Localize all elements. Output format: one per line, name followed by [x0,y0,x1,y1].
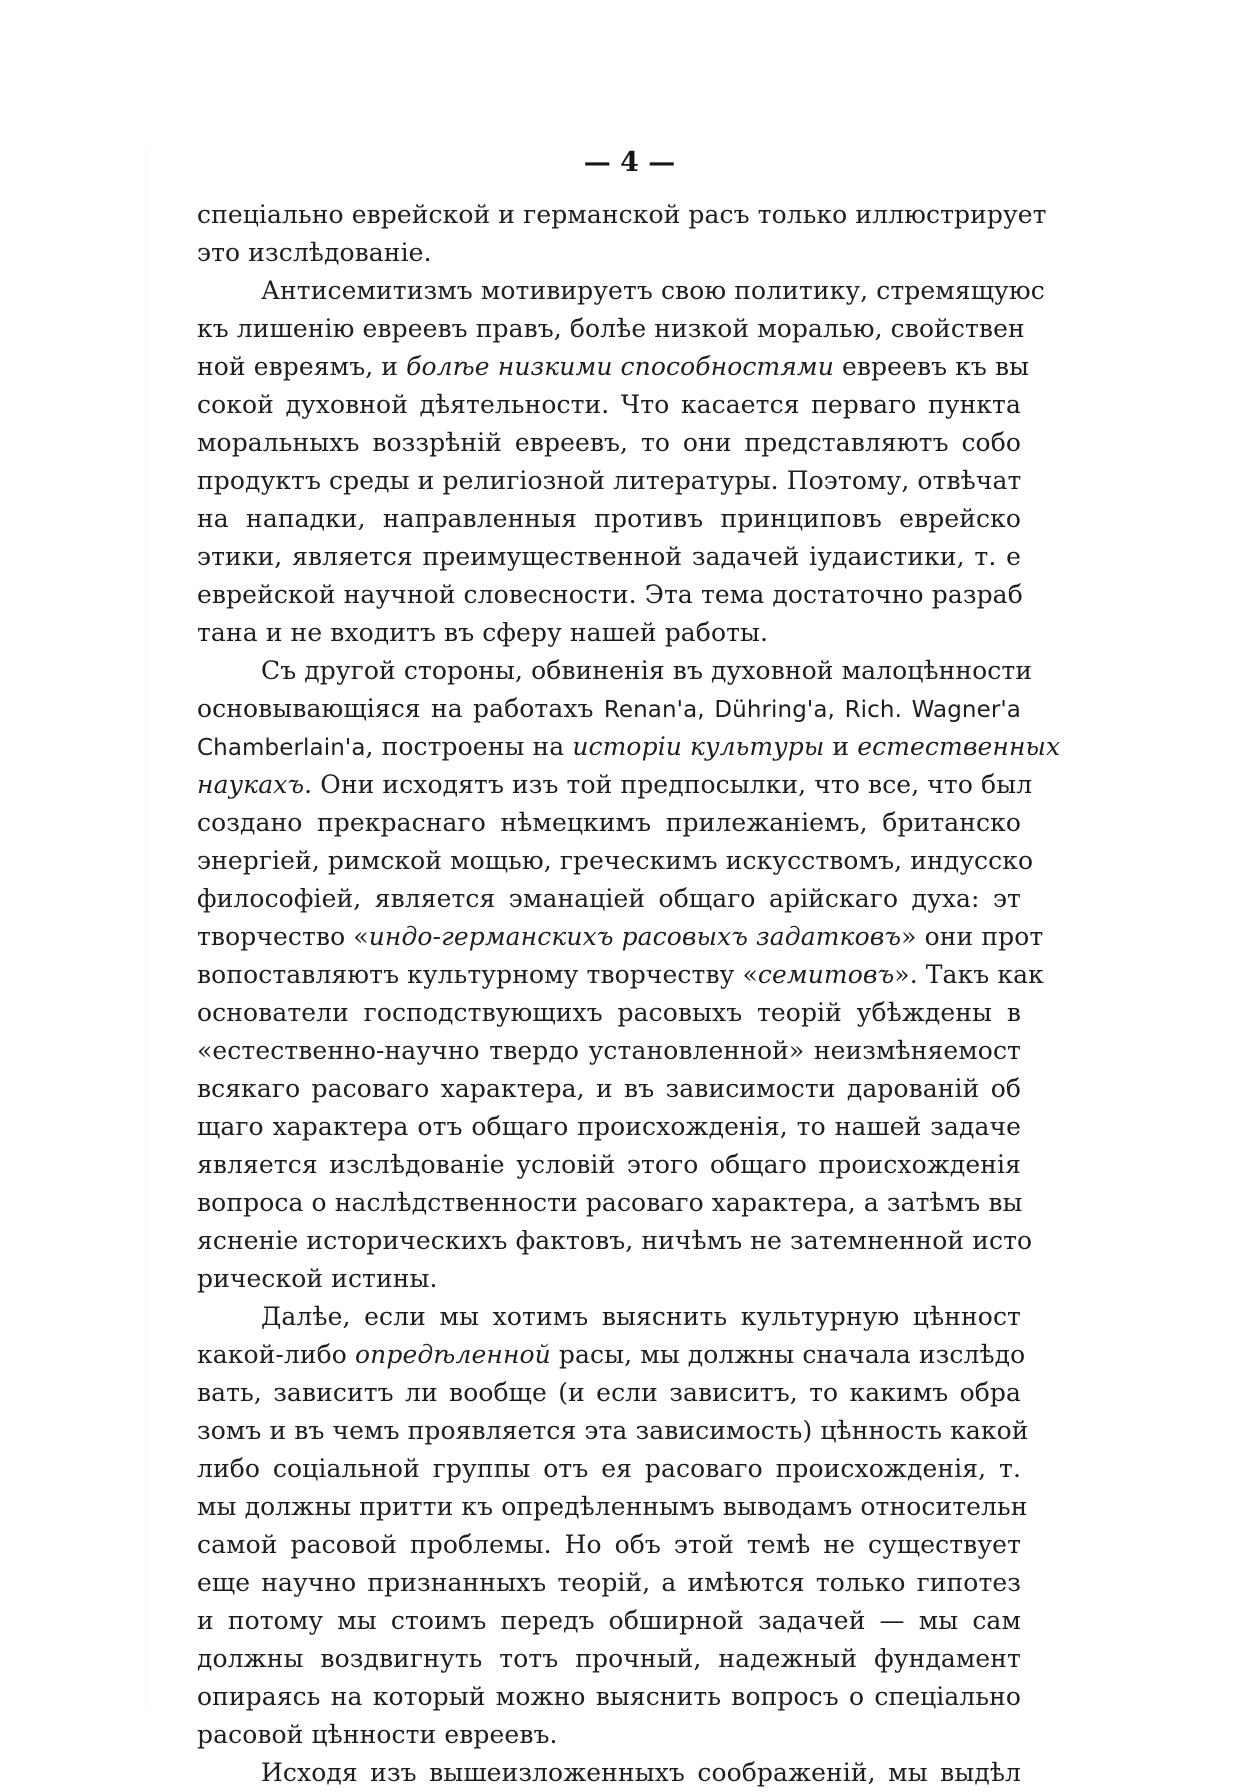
text-line [197,690,1021,728]
text-line [197,1222,1033,1260]
text-line [197,1640,1021,1678]
text-run: Антисемитизмъ мотивируетъ свою политику, стремящуюс [261,276,1045,305]
text-line [197,234,1021,272]
text-run: » они прот [901,922,1044,951]
text-run: «естественно-научно твердо установленной» неизмѣняемост [197,1036,1021,1065]
text-line [197,1298,1021,1336]
text-line [197,1070,1021,1108]
text-line [197,310,1025,348]
text-line [197,196,1047,234]
text-run: самой расовой проблемы. Но объ этой темѣ не существует [197,1530,1021,1559]
text-line [197,1336,1026,1374]
text-run: евреевъ къ вы [833,352,1030,381]
text-line [197,424,1021,462]
text-line [197,1754,1021,1792]
text-run: этики, является преимущественной задачей іудаистики, т. е [197,542,1021,571]
text-line [197,994,1021,1032]
text-run: мы должны притти къ опредѣленнымъ выводамъ относительн [197,1492,1028,1521]
italic-run: семитовъ [757,960,895,989]
text-run: щаго характера отъ общаго происхожденія, то нашей задаче [197,1112,1021,1141]
text-run: зомъ и въ чемъ проявляется эта зависимость) цѣнность какой [197,1416,1029,1445]
text-line [197,1526,1021,1564]
text-line [197,1374,1021,1412]
text-line [197,462,1021,500]
text-line [197,918,1044,956]
text-run: расы, мы должны сначала изслѣдо [550,1340,1026,1369]
text-run: Далѣе, если мы хотимъ выяснить культурную цѣнност [261,1302,1021,1331]
scan-shadow [145,148,151,1708]
text-run: и потому мы стоимъ передъ обширной задачей — мы сам [197,1606,1021,1635]
text-run: , построены на [365,732,573,761]
italic-run: исторіи культуры [572,732,825,761]
latin-run: Chamberlain'a [197,735,366,761]
text-line [197,956,1044,994]
text-line [197,1488,1028,1526]
text-run: какой-либо [197,1340,356,1369]
text-run: либо соціальной группы отъ ея расоваго происхожденія, т. [197,1454,1021,1483]
text-run: еврейской научной словесности. Эта тема достаточно разраб [197,580,1023,609]
text-run: вать, зависитъ ли вообще (и если зависитъ, то какимъ обра [197,1378,1021,1407]
text-run: Съ другой стороны, обвиненія въ духовной малоцѣнности [261,656,1033,685]
text-line [197,1564,1021,1602]
text-line [197,652,1033,690]
text-run: это изслѣдованіе. [197,238,432,267]
italic-run: опредѣленной [355,1340,551,1369]
text-line [197,538,1021,576]
text-run: является изслѣдованіе условій этого общаго происхожденія [197,1150,1021,1179]
text-run: ясненіе историческихъ фактовъ, ничѣмъ не затемненной исто [197,1226,1033,1255]
text-line [197,1108,1021,1146]
text-line [197,842,1034,880]
text-run: творчество « [197,922,369,951]
text-line [197,880,1021,918]
text-line [197,1184,1021,1222]
text-line [197,804,1021,842]
text-run: ной евреямъ, и [197,352,407,381]
text-run: рической истины. [197,1264,438,1293]
text-run: на нападки, направленныя противъ принциповъ еврейско [197,504,1021,533]
text-run: еще научно признанныхъ теорій, а имѣются только гипотез [197,1568,1021,1597]
italic-run: болѣе низкими способностями [406,352,834,381]
text-line [197,1450,1021,1488]
text-line [197,614,1021,652]
text-line [197,1678,1021,1716]
text-line [197,272,1045,310]
text-run: создано прекраснаго нѣмецкимъ прилежаніемъ, британско [197,808,1021,837]
italic-run: наукахъ [197,770,305,799]
text-line [197,348,1030,386]
text-run: тана и не входитъ въ сферу нашей работы. [197,618,769,647]
text-run: опираясь на который можно выяснить вопросъ о спеціально [197,1682,1021,1711]
text-run: Исходя изъ вышеизложенныхъ соображеній, мы выдѣл [261,1758,1021,1787]
text-run: вопроса о наслѣдственности расоваго характера, а затѣмъ вы [197,1188,1023,1217]
text-line [197,728,1061,766]
text-line [197,1146,1021,1184]
text-run: вопоставляютъ культурному творчеству « [197,960,758,989]
text-line [197,1260,1021,1298]
text-run: философіей, является эманаціей общаго арійскаго духа: эт [197,884,1021,913]
italic-run: естественных [857,732,1061,761]
text-line [197,766,1033,804]
text-run: моральныхъ воззрѣній евреевъ, то они представляютъ собо [197,428,1021,457]
text-run: должны воздвигнуть тотъ прочный, надежный фундамент [197,1644,1021,1673]
text-run: спеціально еврейской и германской расъ только иллюстрирует [197,200,1047,229]
text-run: энергіей, римской мощью, греческимъ искусствомъ, индусско [197,846,1034,875]
italic-run: индо-германскихъ расовыхъ задатковъ [368,922,902,951]
text-line [197,1032,1021,1070]
text-run: къ лишенію евреевъ правъ, болѣе низкой моралью, свойствен [197,314,1025,343]
page-number: — 4 — [583,147,676,178]
text-run: . Они исходятъ изъ той предпосылки, что все, что был [304,770,1033,799]
text-run: основывающіяся на работахъ [197,694,604,723]
text-line [197,1602,1021,1640]
text-run: расовой цѣнности евреевъ. [197,1720,558,1749]
body-text [197,196,1061,1787]
text-line [197,1716,1021,1754]
text-run: и [824,732,858,761]
text-run: продуктъ среды и религіозной литературы. Поэтому, отвѣчат [197,466,1022,495]
latin-run: Renan'a, Dühring'a, Rich. Wagner'a [603,697,1021,723]
text-run: ». Такъ как [894,960,1044,989]
text-line [197,1412,1029,1450]
text-run: сокой духовной дѣятельности. Что касается перваго пункта [197,390,1021,419]
text-line [197,500,1021,538]
text-run: всякаго расоваго характера, и въ зависимости дарованій об [197,1074,1021,1103]
text-line [197,386,1021,424]
text-line [197,576,1021,614]
text-run: основатели господствующихъ расовыхъ теорій убѣждены в [197,998,1021,1027]
